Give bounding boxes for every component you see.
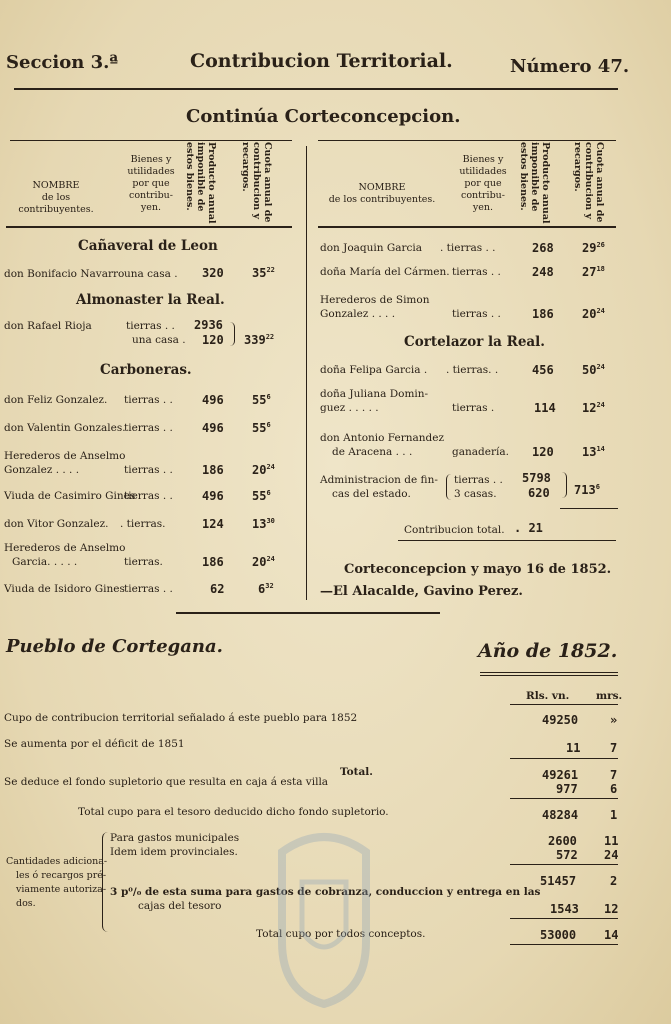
ledger-line: Total cupo por todos conceptos.: [256, 928, 426, 940]
row-name: de Aracena . . .: [332, 446, 413, 458]
row-product: 456: [532, 363, 554, 377]
column-header-product-right: Producto anual imponible de estos bienes.: [518, 142, 551, 224]
row-product: 496: [202, 393, 224, 407]
ledger-line: Idem idem provinciales.: [110, 846, 238, 858]
row-quota: $339^{22}$: [244, 333, 275, 347]
row-goods: 3 casas.: [454, 488, 497, 500]
column-header-quota: Cuota anual de contribucion y recargos.: [240, 142, 273, 223]
coat-of-arms-watermark-icon: [262, 822, 386, 1008]
town-title: Pueblo de Cortegana.: [6, 636, 223, 657]
row-name: Viuda de Isidoro Gines: [4, 583, 125, 595]
header-bottom-rule-left: [6, 226, 292, 228]
row-product: 2936: [194, 318, 223, 332]
row-product: 62: [210, 582, 225, 596]
ledger-mrs: 6: [610, 782, 618, 796]
sum-rule: [510, 944, 618, 945]
page-title: Contribucion Territorial.: [190, 50, 453, 72]
ledger-mrs: 14: [604, 928, 619, 942]
row-product: 268: [532, 241, 554, 255]
row-quota: $20^{24}$: [252, 463, 275, 477]
row-goods: tierras . .: [452, 308, 501, 320]
ledger-mrs: 1: [610, 808, 618, 822]
row-name: Gonzalez . . . .: [320, 308, 396, 320]
column-header-name-right: NOMBRE de los contribuyentes.: [328, 182, 436, 205]
column-header-product: Producto anual imponible de estos bienes.: [184, 142, 217, 224]
row-product: 5798: [522, 471, 551, 485]
column-header-name: NOMBRE de los contribuyentes.: [18, 180, 94, 215]
row-quota: $29^{26}$: [582, 241, 605, 255]
row-goods: tierras . .: [124, 464, 173, 476]
group-heading: Cañaveral de Leon: [78, 238, 218, 254]
ledger-rls: 2600: [548, 834, 577, 848]
ledger-mrs: 2: [610, 874, 618, 888]
row-name: don Feliz Gonzalez.: [4, 394, 108, 406]
side-note: les ó recargos pré-: [16, 870, 107, 881]
row-product: 186: [202, 555, 224, 569]
group-heading: Carboneras.: [100, 362, 192, 378]
ledger-rls: 49250: [542, 713, 579, 727]
row-quota: $6^{32}$: [258, 582, 274, 596]
row-name: don Vitor Gonzalez.: [4, 518, 109, 530]
ledger-rls: 11: [566, 741, 581, 755]
column-header-goods: Bienes y utilidades por que contribu- yen.: [127, 154, 175, 213]
row-goods: tierras.: [124, 556, 163, 568]
sum-rule: [510, 758, 618, 759]
row-name: Garcia. . . . .: [12, 556, 78, 568]
row-quota: $55^6$: [252, 393, 271, 407]
ledger-line: Se aumenta por el déficit de 1851: [4, 738, 185, 750]
row-goods: tierras .: [452, 402, 495, 414]
ledger-mrs: 7: [610, 768, 618, 782]
row-product: 496: [202, 421, 224, 435]
ledger-line: Para gastos municipales: [110, 832, 240, 844]
side-note: Cantidades adiciona-: [6, 856, 108, 867]
row-goods: tierras . .: [124, 422, 173, 434]
row-name: cas del estado.: [332, 488, 411, 500]
ledger-rls: 48284: [542, 808, 579, 822]
ledger-rls: 572: [556, 848, 578, 862]
row-quota: $13^{14}$: [582, 445, 605, 459]
row-quota: $13^{30}$: [252, 517, 275, 531]
row-name: Gonzalez . . . .: [4, 464, 80, 476]
ledger-line: Se deduce el fondo supletorio que resulta en caja á esta villa: [4, 776, 329, 788]
row-product: 320: [202, 266, 224, 280]
ledger-line: Cupo de contribucion territorial señalado á este pueblo para 1852: [4, 712, 358, 724]
row-name: doña Juliana Domin-: [320, 388, 429, 400]
year-rule: [480, 672, 618, 673]
total-label: Contribucion total.: [404, 524, 505, 536]
row-goods: tierras . .: [124, 490, 173, 502]
ledger-mrs: 7: [610, 741, 618, 755]
row-name: Administracion de fin-: [320, 474, 438, 486]
total-value: . 21: [514, 521, 543, 535]
row-quota: $20^{24}$: [582, 307, 605, 321]
ledger-line: Total.: [340, 766, 373, 778]
column-header-mrs: mrs.: [596, 690, 623, 702]
ledger-rls: 977: [556, 782, 578, 796]
ledger-line: 3 p⁰/₀ de esta suma para gastos de cobranza, conduccion y entrega en las: [110, 886, 541, 898]
row-product: 186: [202, 463, 224, 477]
group-heading: Cortelazor la Real.: [404, 334, 546, 350]
ledger-rls: 1543: [550, 902, 579, 916]
column-divider: [306, 146, 307, 600]
header-rule: [14, 88, 618, 90]
row-quota: $35^{22}$: [252, 266, 275, 280]
sum-rule: [510, 864, 618, 865]
ledger-rls: 53000: [540, 928, 577, 942]
row-product: 120: [202, 333, 224, 347]
row-name: Herederos de Anselmo: [4, 450, 126, 462]
ledger-mrs: »: [610, 713, 618, 727]
row-goods: tierras . .: [124, 583, 173, 595]
signature-line: —El Alacalde, Gavino Perez.: [320, 584, 523, 599]
total-rule: [398, 540, 616, 541]
row-quota: $12^{24}$: [582, 401, 605, 415]
row-name: Herederos de Anselmo: [4, 542, 126, 554]
ledger-mrs: 12: [604, 902, 619, 916]
row-product: 620: [528, 486, 550, 500]
header-rule: [510, 704, 618, 705]
ledger-rls: 51457: [540, 874, 577, 888]
row-quota: $55^6$: [252, 489, 271, 503]
column-header-goods-right: Bienes y utilidades por que contribu- yen.: [459, 154, 507, 213]
column-header-quota-right: Cuota anual de contribucion y recargos.: [572, 142, 605, 223]
row-quota: $713^6$: [574, 483, 600, 497]
sum-rule: [560, 508, 618, 509]
section-title: Continúa Corteconcepcion.: [186, 106, 461, 127]
row-quota: $50^{24}$: [582, 363, 605, 377]
row-product: 124: [202, 517, 224, 531]
ledger-line: cajas del tesoro: [138, 900, 222, 912]
brace: [230, 322, 235, 346]
page-number: Número 47.: [510, 56, 630, 77]
row-goods: una casa .: [132, 334, 186, 346]
sum-rule: [510, 798, 618, 799]
row-quota: $55^6$: [252, 421, 271, 435]
ledger-mrs: 11: [604, 834, 619, 848]
row-goods: tierras . .: [126, 320, 175, 332]
row-product: 114: [534, 401, 556, 415]
sum-rule: [510, 918, 618, 919]
row-goods: . tierras. .: [446, 364, 499, 376]
section-label: Seccion 3.ª: [6, 52, 119, 73]
row-name: Herederos de Simon: [320, 294, 430, 306]
header-bottom-rule-right: [318, 226, 616, 228]
row-name: don Rafael Rioja: [4, 320, 92, 332]
row-name: don Antonio Fernandez: [320, 432, 445, 444]
row-goods: tierras . .: [452, 266, 501, 278]
section-divider: [176, 612, 440, 614]
row-product: 186: [532, 307, 554, 321]
row-goods: ganadería.: [452, 446, 509, 458]
column-header-rls: Rls. vn.: [526, 690, 570, 702]
row-goods: tierras . .: [124, 394, 173, 406]
closing-line: Corteconcepcion y mayo 16 de 1852.: [344, 562, 612, 577]
row-name: doña Felipa Garcia .: [320, 364, 428, 376]
ledger-line: Total cupo para el tesoro deducido dicho fondo supletorio.: [78, 806, 389, 818]
row-product: 120: [532, 445, 554, 459]
row-goods: una casa .: [124, 268, 178, 280]
row-quota: $27^{18}$: [582, 265, 605, 279]
row-name: don Joaquin Garcia: [320, 242, 423, 254]
year-title: Año de 1852.: [478, 640, 618, 662]
table-top-rule-left: [10, 140, 292, 141]
side-note: dos.: [16, 898, 36, 909]
row-product: 496: [202, 489, 224, 503]
row-product: 248: [532, 265, 554, 279]
brace: [562, 472, 567, 498]
row-goods: . tierras.: [120, 518, 166, 530]
side-note: viamente autoriza-: [16, 884, 107, 895]
row-goods: . tierras . .: [440, 242, 496, 254]
brace: [102, 832, 108, 932]
row-name: guez . . . . .: [320, 402, 379, 414]
table-top-rule-right: [318, 140, 616, 141]
ledger-mrs: 24: [604, 848, 619, 862]
row-name: don Valentin Gonzales.: [4, 422, 126, 434]
row-name: don Bonifacio Navarro: [4, 268, 125, 280]
row-quota: $20^{24}$: [252, 555, 275, 569]
year-rule: [480, 675, 618, 676]
ledger-rls: 49261: [542, 768, 579, 782]
row-name: Viuda de Casimiro Gines: [4, 490, 136, 502]
row-goods: tierras . .: [454, 474, 503, 486]
brace: [446, 474, 451, 500]
row-name: doña María del Cármen.: [320, 266, 450, 278]
group-heading: Almonaster la Real.: [76, 292, 225, 308]
